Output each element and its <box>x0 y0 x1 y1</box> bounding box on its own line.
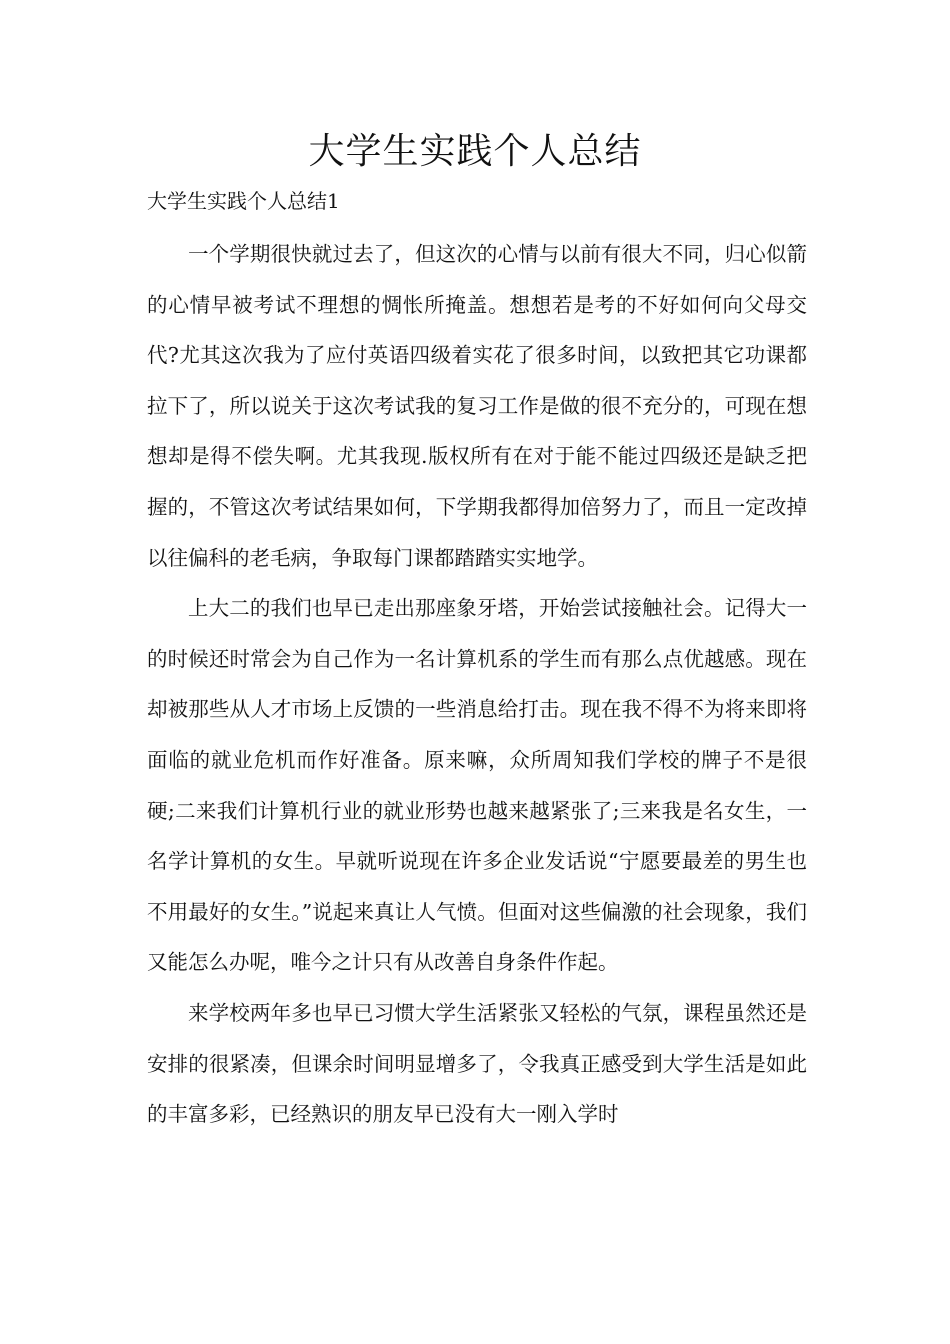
paragraph-3: 来学校两年多也早已习惯大学生活紧张又轻松的气氛，课程虽然还是安排的很紧凑，但课余时间明显增多了，令我真正感受到大学生活是如此的丰富多彩，已经熟识的朋友早已没有大一刚入学时 <box>147 1000 807 1127</box>
document-title: 大学生实践个人总结 <box>308 131 642 172</box>
document-subtitle: 大学生实践个人总结1 <box>147 189 340 213</box>
paragraph-2: 上大二的我们也早已走出那座象牙塔，开始尝试接触社会。记得大一的时候还时常会为自己作为一名计算机系的学生而有那么点优越感。现在却被那些从人才市场上反馈的一些消息给打击。现在我不得不为将来即将面临的就业危机而作好准备。原来嘛，众所周知我们学校的牌子不是很硬;二来我们计算机行业的就业形势也越来越紧张了;三来我是名女生，一名学计算机的女生。早就听说现在许多企业发话说“宁愿要最差的男生也不用最好的女生。”说起来真让人气愤。但面对这些偏激的社会现象，我们又能怎么办呢，唯今之计只有从改善自身条件作起。 <box>147 596 807 975</box>
document-body <box>147 229 807 1140</box>
paragraph-1: 一个学期很快就过去了，但这次的心情与以前有很大不同，归心似箭的心情早被考试不理想的惆怅所掩盖。想想若是考的不好如何向父母交代?尤其这次我为了应付英语四级着实花了很多时间，以致把其它功课都拉下了，所以说关于这次考试我的复习工作是做的很不充分的，可现在想想却是得不偿失啊。尤其我现.版权所有在对于能不能过四级还是缺乏把握的，不管这次考试结果如何，下学期我都得加倍努力了，而且一定改掉以往偏科的老毛病，争取每门课都踏踏实实地学。 <box>147 242 807 570</box>
